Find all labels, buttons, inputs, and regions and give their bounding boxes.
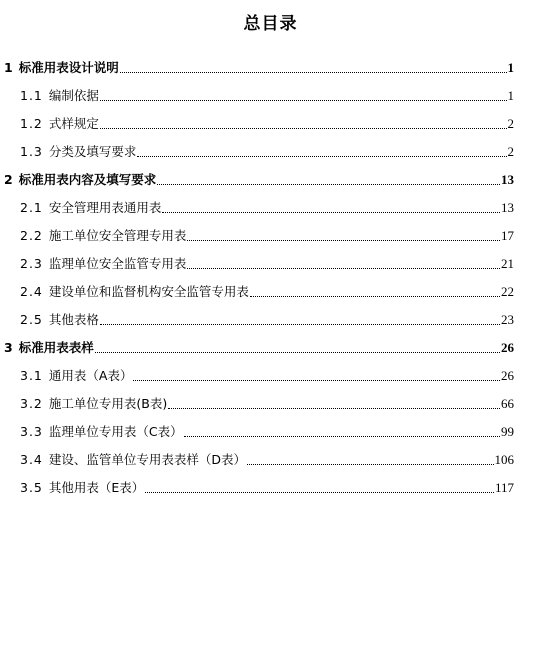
toc-section-entry[interactable] [20,254,514,274]
toc-dot-leader [145,492,494,493]
toc-entry-label: 标准用表设计说明 [18,60,119,75]
toc-entry-number: 3 [4,340,13,355]
toc-entry-label: 建设单位和监督机构安全监管专用表 [48,284,249,299]
toc-page-number: 26 [501,340,514,355]
toc-page-number: 13 [501,200,514,215]
toc-section-entry[interactable] [20,142,514,162]
toc-dot-leader [187,240,500,241]
toc-section-entry[interactable] [20,86,514,106]
toc-section-entry[interactable] [20,422,514,442]
toc-chapter-entry[interactable] [4,338,514,358]
toc-dot-leader [137,156,506,157]
toc-page-number: 26 [501,368,514,383]
toc-dot-leader [187,268,500,269]
toc-page-number: 117 [494,480,514,495]
page-title: 总目录 [243,14,298,34]
toc-entry-number: 2.4 [20,284,43,299]
toc-entry-label: 监理单位专用表（C表） [48,424,183,439]
toc-page-number: 2 [507,144,514,159]
toc-entry-number: 3.2 [20,396,43,411]
toc-page-number: 17 [501,228,514,243]
toc-section-entry[interactable] [20,282,514,302]
toc-entry-label: 施工单位专用表(B表) [48,396,168,411]
toc-chapter-entry[interactable] [4,170,514,190]
toc-entry-number: 3.1 [20,368,43,383]
toc-entry-number: 1.2 [20,116,43,131]
toc-page-number: 66 [501,396,514,411]
toc-dot-leader [250,296,500,297]
toc-dot-leader [100,324,500,325]
toc-dot-leader [100,128,507,129]
toc-entry-label: 编制依据 [48,88,99,103]
toc-entry-number: 3.4 [20,452,43,467]
toc-page-number: 2 [507,116,514,131]
toc-page-number: 1 [507,60,514,75]
toc-section-entry[interactable] [20,478,514,498]
toc-section-entry[interactable] [20,394,514,414]
toc-entry-label: 通用表（A表） [48,368,133,383]
toc-entry-label: 监理单位安全监管专用表 [48,256,187,271]
toc-entry-number: 2.5 [20,312,43,327]
toc-section-entry[interactable] [20,310,514,330]
toc-entry-number: 1.1 [20,88,43,103]
toc-dot-leader [133,380,500,381]
toc-section-entry[interactable] [20,226,514,246]
toc-dot-leader [168,408,500,409]
toc-entry-number: 3.3 [20,424,43,439]
toc-page-number: 99 [501,424,514,439]
toc-chapter-entry[interactable] [4,58,514,78]
toc-section-entry[interactable] [20,366,514,386]
toc-dot-leader [247,464,493,465]
toc-page-number: 13 [501,172,514,187]
toc-entry-number: 2 [4,172,13,187]
toc-dot-leader [184,436,500,437]
toc-entry-number: 2.1 [20,200,43,215]
toc-entry-label: 分类及填写要求 [48,144,137,159]
toc-entry-label: 其他用表（E表） [48,480,145,495]
toc-dot-leader [157,184,500,185]
toc-entry-label: 标准用表内容及填写要求 [18,172,157,187]
toc-entry-label: 建设、监管单位专用表表样（D表） [48,452,247,467]
toc-entry-number: 1 [4,60,13,75]
toc-dot-leader [100,100,507,101]
toc-entry-number: 2.3 [20,256,43,271]
toc-entry-label: 其他表格 [48,312,99,327]
toc-dot-leader [95,352,500,353]
toc-entry-label: 安全管理用表通用表 [48,200,162,215]
toc-section-entry[interactable] [20,198,514,218]
toc-entry-number: 3.5 [20,480,43,495]
toc-page-number: 106 [494,452,514,467]
toc-entry-number: 1.3 [20,144,43,159]
toc-section-entry[interactable] [20,450,514,470]
toc-entry-label: 标准用表表样 [18,340,94,355]
toc-page-number: 1 [507,88,514,103]
toc-page-number: 21 [501,256,514,271]
toc-entry-label: 施工单位安全管理专用表 [48,228,187,243]
toc-entry-label: 式样规定 [48,116,99,131]
toc-section-entry[interactable] [20,114,514,134]
toc-page-number: 23 [501,312,514,327]
toc-dot-leader [162,212,500,213]
toc-page-number: 22 [501,284,514,299]
toc-entry-number: 2.2 [20,228,43,243]
toc-dot-leader [120,72,507,73]
